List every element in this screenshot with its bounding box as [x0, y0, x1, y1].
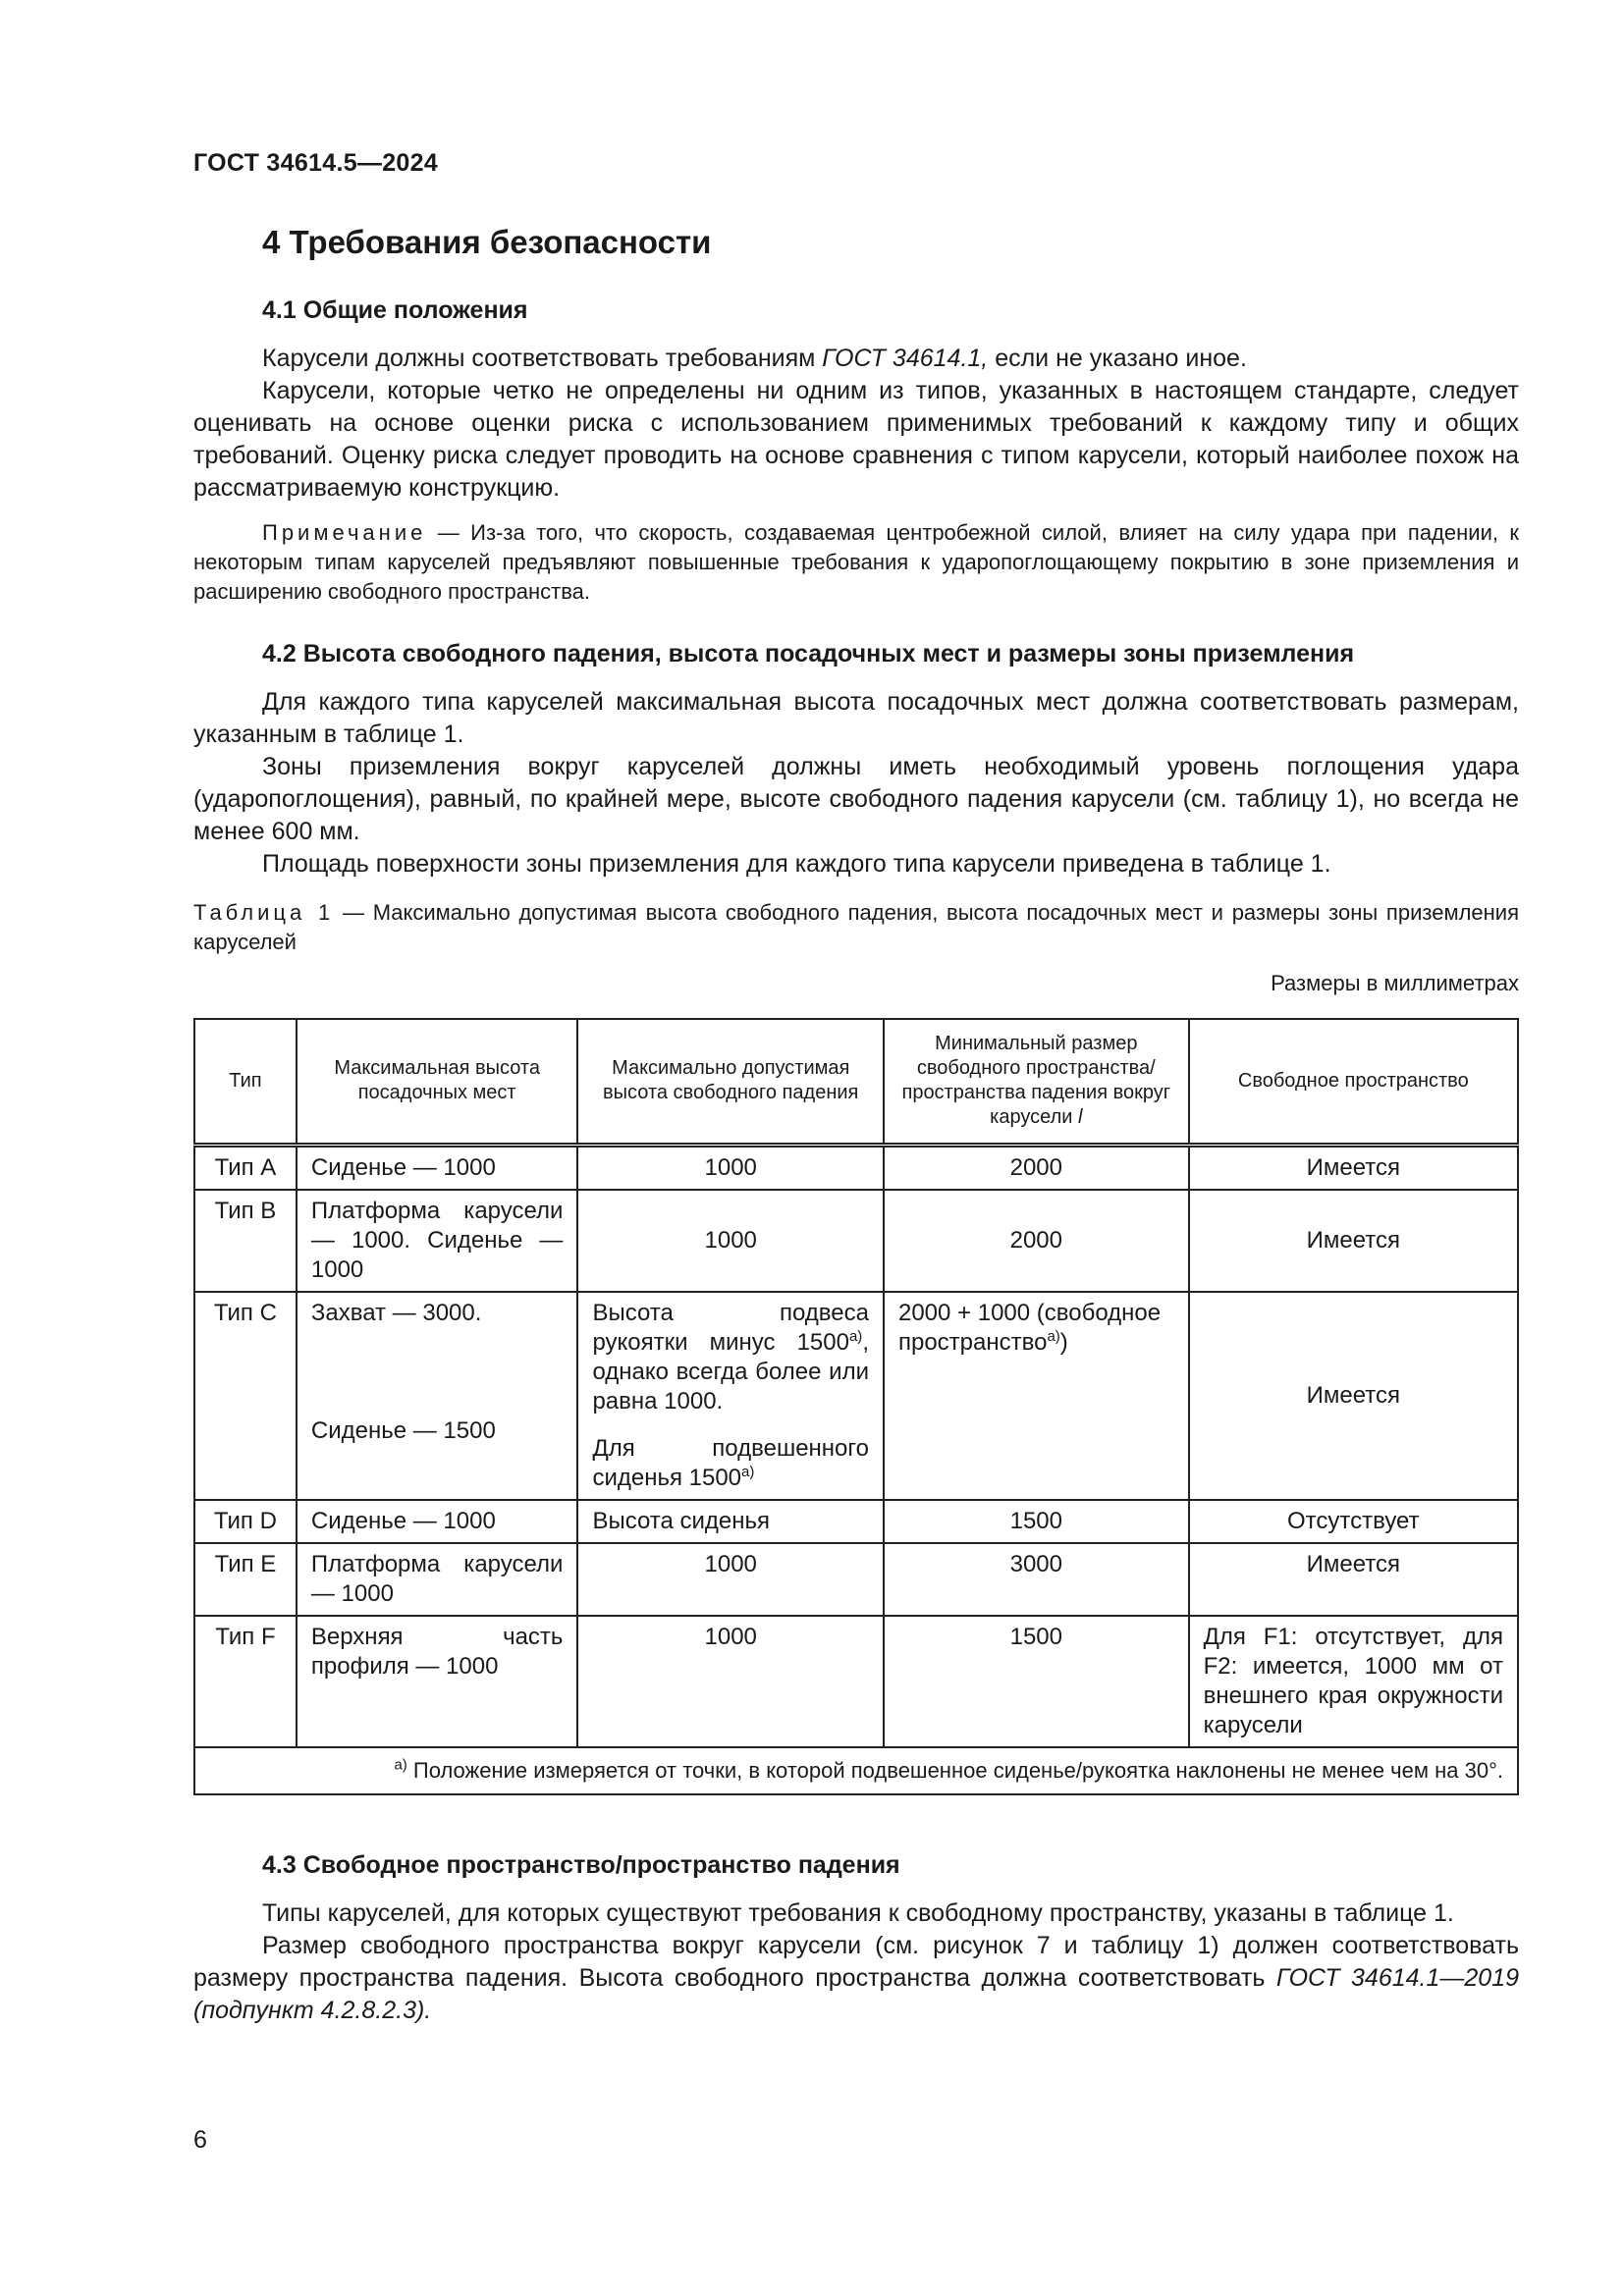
subsection-title: 4.1 Общие положения [262, 296, 528, 324]
paragraph: Типы каруселей, для которых существуют требования к свободному пространству, указаны в таблице 1. [262, 1899, 1454, 1927]
table-row: Тип A Сиденье — 1000 1000 2000 Имеется [194, 1145, 1518, 1190]
table-row: Тип C Захват — 3000. Сиденье — 1500 Высота подвеса рукоятки минус 1500$^{a)}$, однако всегда более или равна 1000. Для подвешенного сиденья 1500$^{a)}$ 2000 + 1000 (свободное пространство$^{a)}$) Имеется [194, 1292, 1518, 1500]
table-header-row [194, 1019, 1518, 1145]
header-space-size: Минимальный размер свободного пространства/пространства падения вокруг карусели l [884, 1019, 1189, 1145]
note-label: Примечание [262, 520, 427, 545]
subsection-4-2 [193, 640, 1519, 998]
paragraph: Площадь поверхности зоны приземления для каждого типа карусели приведена в таблице 1. [262, 850, 1331, 878]
paragraph: Карусели, которые четко не определены ни одним из типов, указанных в настоящем стандарте, следует оценивать на основе оценки риска с использованием применимых требований к каждому типу и общих требований. Оценку риска следует проводить на основе сравнения с типом карусели, который наиболее похож на рассматриваемую конструкцию. [193, 377, 1519, 502]
table-1 [193, 1018, 1519, 1795]
section-title: 4 Требования безопасности [262, 224, 712, 260]
paragraph: Размер свободного пространства вокруг карусели (см. рисунок 7 и таблицу 1) должен соответствовать размеру пространства падения. Высота свободного пространства должна соответствовать ГОСТ 34614.1—2019 (подпункт 4.2.8.2.3). [193, 1932, 1519, 2024]
data-table [193, 1018, 1519, 1795]
table-caption: Таблица 1 — Максимально допустимая высота свободного падения, высота посадочных мест и размеры зоны приземления каруселей [193, 900, 1519, 954]
standard-reference: ГОСТ 34614.1, [822, 345, 989, 372]
document-header: ГОСТ 34614.5—2024 [193, 149, 439, 177]
subsection-4-3 [193, 1851, 1519, 2027]
page-number: 6 [193, 2126, 207, 2154]
header-free-space: Свободное пространство [1189, 1019, 1518, 1145]
table-row: Тип F Верхняя часть профиля — 1000 1000 1500 Для F1: отсутствует, для F2: имеется, 1000 мм от внешнего края окружности карусели [194, 1616, 1518, 1747]
table-row: Тип D Сиденье — 1000 Высота сиденья 1500 Отсутствует [194, 1500, 1518, 1543]
subsection-title: 4.3 Свободное пространство/пространство падения [262, 1851, 900, 1879]
header-seat-height: Максимальная высота посадочных мест [297, 1019, 578, 1145]
paragraph: Карусели должны соответствовать требованиям ГОСТ 34614.1, если не указано иное. [262, 345, 1247, 372]
note: Примечание — Из-за того, что скорость, создаваемая центробежной силой, влияет на силу удара при падении, к некоторым типам каруселей предъявляют повышенные требования к ударопоглощающему покрытию в зоне приземления и расширению свободного пространства. [193, 520, 1519, 604]
paragraph: Зоны приземления вокруг каруселей должны иметь необходимый уровень поглощения удара (ударопоглощения), равный, по крайней мере, высоте свободного падения карусели (см. таблицу 1), но всегда не менее 600 мм. [193, 753, 1519, 845]
table-row: Тип B Платформа карусели — 1000. Сиденье — 1000 1000 2000 Имеется [194, 1190, 1518, 1292]
subsection-title: 4.2 Высота свободного падения, высота посадочных мест и размеры зоны приземления [262, 640, 1355, 667]
subsection-4-1 [193, 296, 1519, 607]
paragraph: Для каждого типа каруселей максимальная высота посадочных мест должна соответствовать размерам, указанным в таблице 1. [193, 688, 1519, 748]
standard-reference: ГОСТ 34614.1—2019 (подпункт 4.2.8.2.3). [193, 1964, 1519, 2024]
table-units: Размеры в миллиметрах [1271, 971, 1519, 995]
header-type: Тип [194, 1019, 297, 1145]
table-row: Тип E Платформа карусели — 1000 1000 3000 Имеется [194, 1543, 1518, 1616]
table-footnote-row: $^{a)}$ Положение измеряется от точки, в которой подвешенное сиденье/рукоятка наклонены не менее чем на 30°. [194, 1747, 1518, 1794]
header-fall-height: Максимально допустимая высота свободного падения [577, 1019, 884, 1145]
